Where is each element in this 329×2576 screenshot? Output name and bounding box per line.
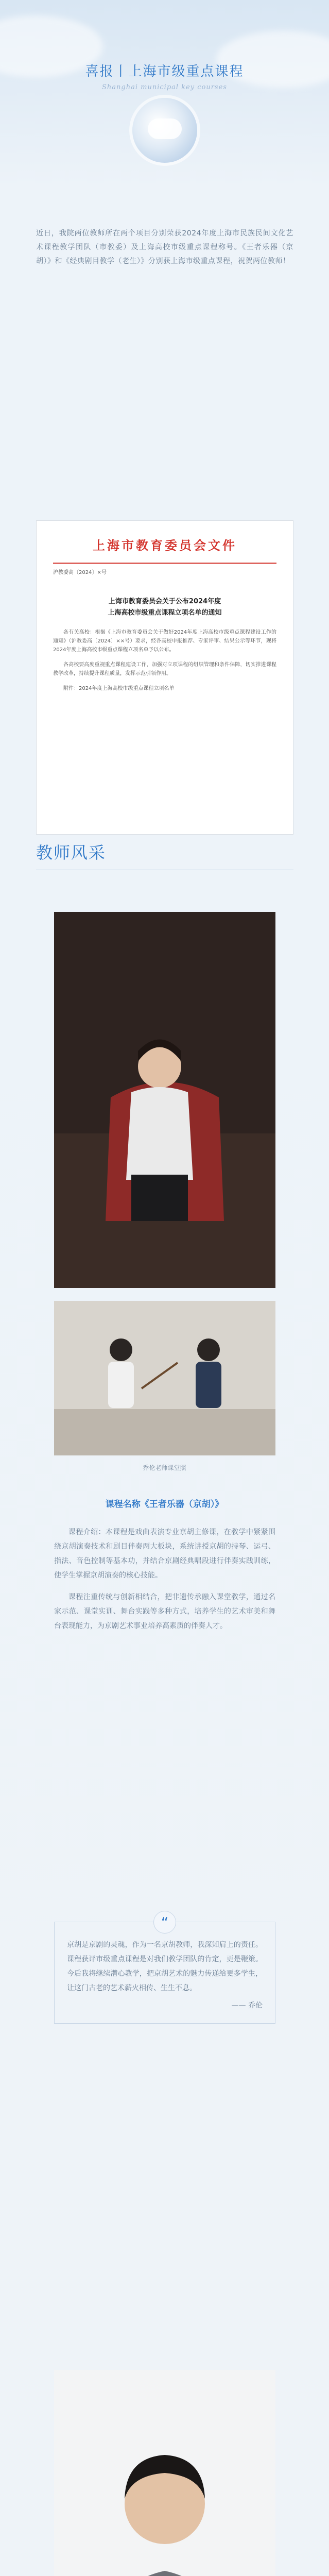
course-paragraph: 课程注重传统与创新相结合，把非遗传承融入课堂教学，通过名家示范、课堂实训、舞台实践等多种方式，培养学生的艺术审美和舞台表现能力，为京剧艺术事业培养高素质的伴奏人才。 bbox=[54, 1593, 275, 1630]
document-paragraph: 各高校要高度重视重点课程建设工作，加强对立项课程的组织管理和条件保障，切实推进课程教学改革，持续提升课程质量，发挥示范引领作用。 bbox=[53, 662, 276, 676]
quote-signature: —— 乔伦 bbox=[231, 2002, 263, 2010]
course-title: 课程名称《王者乐器（京胡）》 bbox=[105, 1499, 224, 1510]
quote-text: 京胡是京剧的灵魂，作为一名京胡教师，我深知肩上的责任。课程获评市级重点课程是对我们教学团队的肯定，更是鞭策。今后我将继续潜心教学，把京胡艺术的魅力传递给更多学生，让这门古老的艺术薪火相传、生生不息。 bbox=[67, 1941, 263, 1992]
document-body bbox=[53, 628, 276, 693]
class-illustration bbox=[54, 1301, 275, 1455]
cloud-icon bbox=[148, 118, 182, 139]
teacher1-portrait-photo bbox=[54, 912, 275, 1288]
course-paragraph: 课程介绍：本课程是戏曲表演专业京胡主修课，在教学中紧紧围绕京胡演奏技术和剧目伴奏两大板块，系统讲授京胡的持琴、运弓、指法、音色控制等基本功，并结合京剧经典唱段进行伴奏实践训练，使学生掌握京胡演奏的核心技能。 bbox=[54, 1528, 275, 1580]
official-document bbox=[36, 520, 293, 835]
document-title-line: 上海高校市级重点课程立项名单的通知 bbox=[108, 609, 222, 617]
document-paragraph: 各有关高校：根据《上海市教育委员会关于做好2024年度上海高校市级重点课程建设工作的通知》（沪教委高〔2024〕××号）要求，经各高校申报推荐、专家评审、结果公示等环节，现将2024年度上海高校市级重点课程立项名单予以公布。 bbox=[53, 630, 276, 653]
header bbox=[0, 0, 329, 206]
page-subtitle: Shanghai municipal key courses bbox=[102, 83, 227, 91]
teacher1-class-photo bbox=[54, 1301, 275, 1455]
document-paragraph: 附件：2024年度上海高校市级重点课程立项名单 bbox=[63, 686, 175, 691]
portrait-illustration bbox=[54, 2370, 275, 2576]
document-divider bbox=[53, 563, 276, 564]
portrait-illustration bbox=[54, 912, 275, 1288]
photo-caption: 乔伦老师课堂照 bbox=[143, 1464, 186, 1471]
sky-badge bbox=[132, 98, 197, 163]
intro-text: 近日，我院两位教师所在两个项目分别荣获2024年度上海市民族民间文化艺术课程教学团队（市教委）及上海高校市级重点课程称号。《王者乐器（京胡）》和《经典剧目教学（老生）》分别获上海市级重点课程，祝贺两位教师！ bbox=[36, 229, 293, 265]
section-title: 教师风采 bbox=[36, 843, 107, 862]
document-title bbox=[53, 596, 276, 619]
page-title: 喜报丨上海市级重点课程 bbox=[85, 64, 244, 79]
document-number: 沪教委高〔2024〕×号 bbox=[53, 570, 107, 575]
section-header bbox=[36, 840, 106, 863]
document-header: 上海市教育委员会文件 bbox=[93, 538, 237, 553]
quote-icon: “ bbox=[153, 1911, 176, 1934]
teacher2-portrait-photo bbox=[54, 2370, 275, 2576]
document-title-line: 上海市教育委员会关于公布2024年度 bbox=[108, 598, 221, 605]
course-description bbox=[54, 1525, 275, 1640]
teacher1-quote bbox=[54, 1914, 275, 2024]
